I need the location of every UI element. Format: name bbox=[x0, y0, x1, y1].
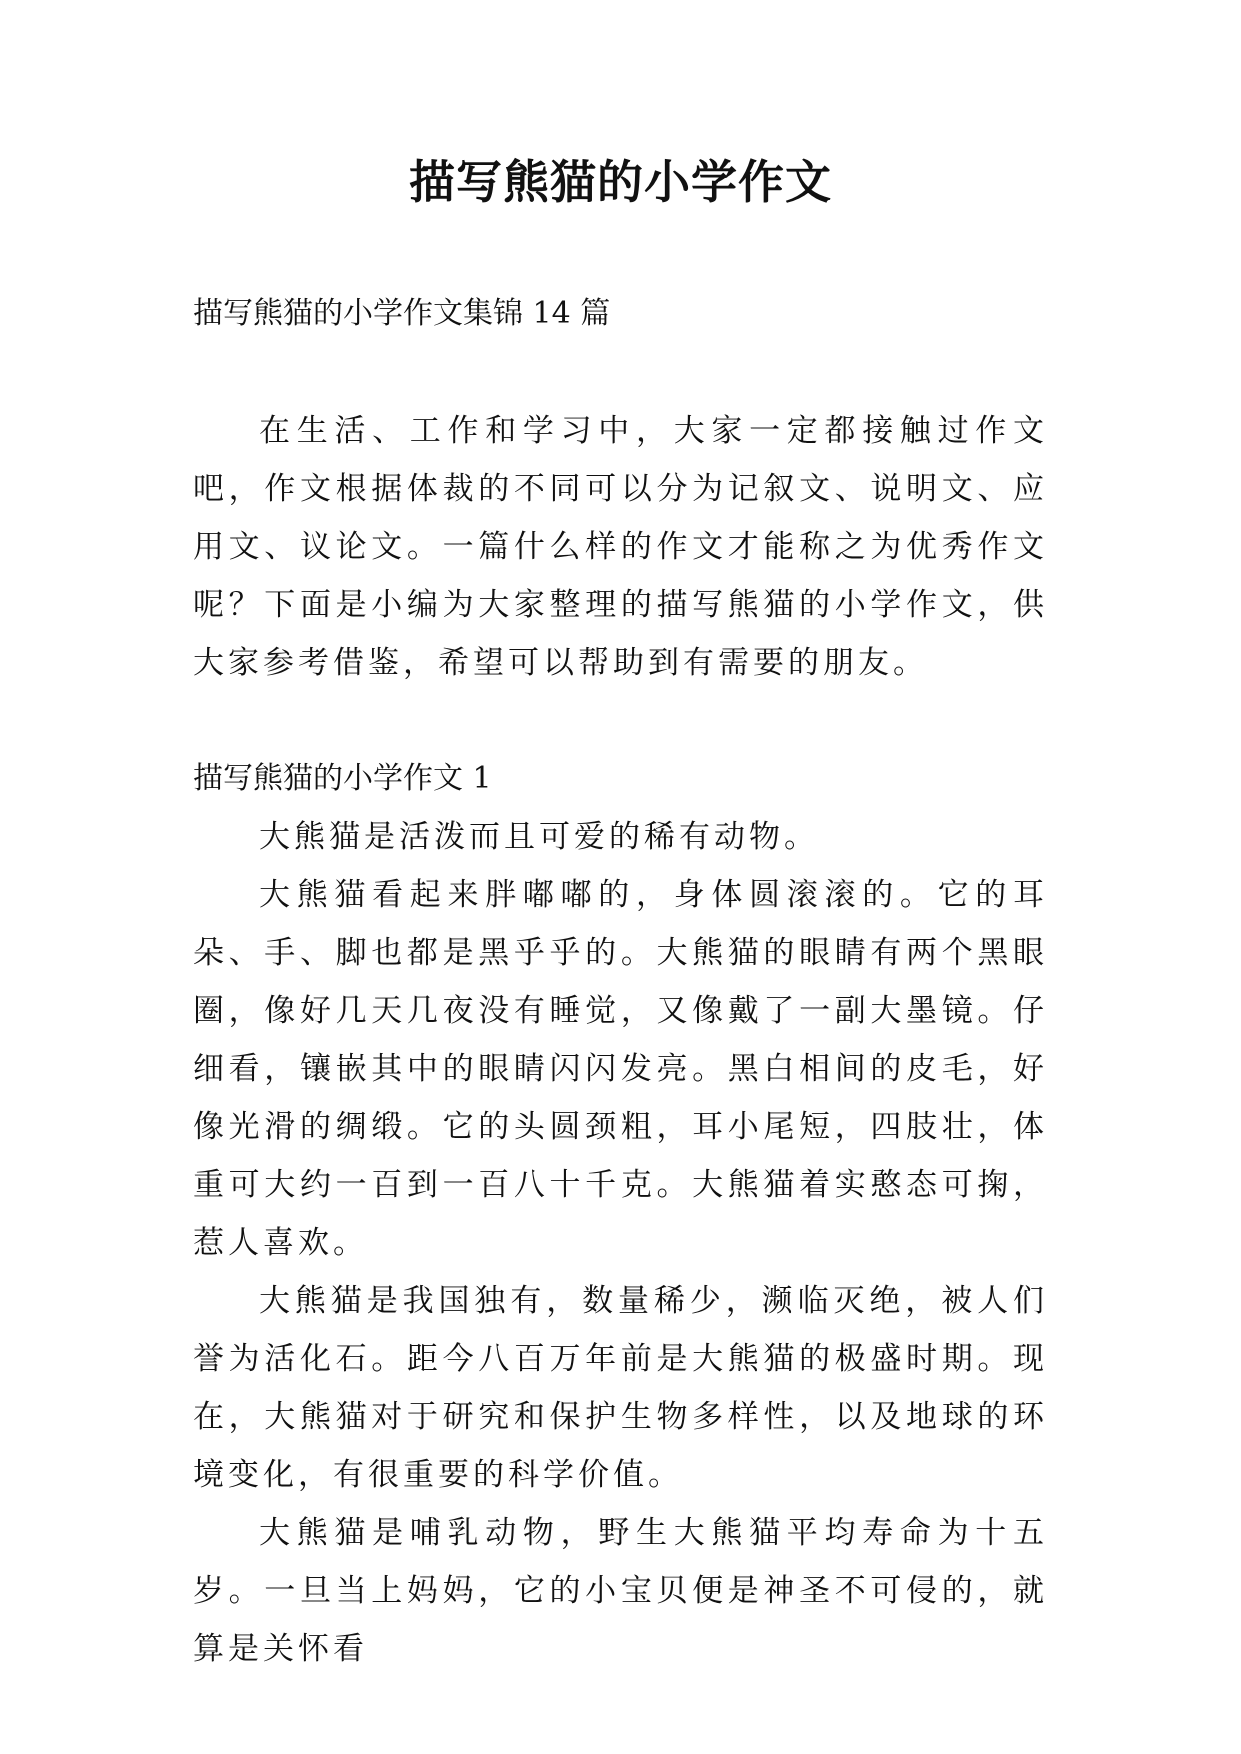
paragraph: 大熊猫看起来胖嘟嘟的，身体圆滚滚的。它的耳朵、手、脚也都是黑乎乎的。大熊猫的眼睛有两个黑眼圈，像好几天几夜没有睡觉，又像戴了一副大墨镜。仔细看，镶嵌其中的眼睛闪闪发亮。黑白相间的皮毛，好像光滑的绸缎。它的头圆颈粗，耳小尾短，四肢壮，体重可大约一百到一百八十千克。大熊猫着实憨态可掬，惹人喜欢。 bbox=[193, 877, 1048, 1261]
paragraph: 大熊猫是哺乳动物，野生大熊猫平均寿命为十五岁。一旦当上妈妈，它的小宝贝便是神圣不可侵的，就算是关怀看 bbox=[193, 1515, 1048, 1667]
document-subtitle: 描写熊猫的小学作文集锦 14 篇 bbox=[193, 296, 611, 331]
document-body bbox=[193, 286, 1048, 1678]
paragraph: 大熊猫是活泼而且可爱的稀有动物。 bbox=[259, 819, 819, 855]
intro-paragraph: 在生活、工作和学习中，大家一定都接触过作文吧，作文根据体裁的不同可以分为记叙文、说明文、应用文、议论文。一篇什么样的作文才能称之为优秀作文呢？下面是小编为大家整理的描写熊猫的小学作文，供大家参考借鉴，希望可以帮助到有需要的朋友。 bbox=[193, 413, 1048, 681]
paragraph: 大熊猫是我国独有，数量稀少，濒临灭绝，被人们誉为活化石。距今八百万年前是大熊猫的极盛时期。现在，大熊猫对于研究和保护生物多样性，以及地球的环境变化，有很重要的科学价值。 bbox=[193, 1283, 1048, 1493]
page-title: 描写熊猫的小学作文 bbox=[409, 155, 832, 209]
section-heading: 描写熊猫的小学作文 1 bbox=[193, 761, 492, 796]
